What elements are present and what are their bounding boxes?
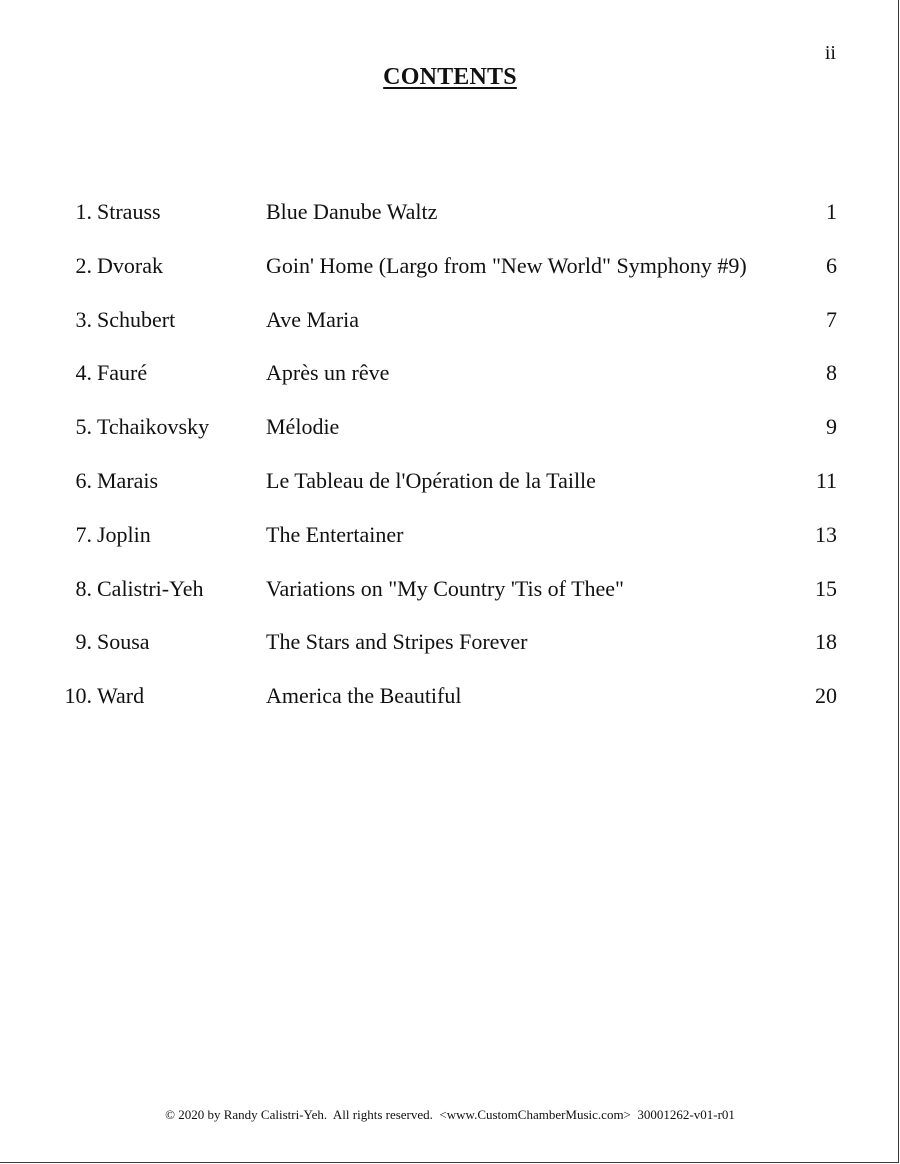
toc-entry: [0, 626, 900, 680]
footer-catalog-number: 30001262-v01-r01: [637, 1107, 735, 1122]
table-of-contents: [0, 196, 900, 734]
toc-entry-page: 6: [826, 252, 837, 278]
toc-entry: [0, 519, 900, 573]
toc-entry-composer: Sousa: [97, 629, 150, 655]
toc-entry-composer: Schubert: [97, 306, 176, 332]
toc-entry-number: 2.: [75, 252, 92, 278]
footer-website: <www.CustomChamberMusic.com>: [439, 1107, 631, 1122]
toc-entry-title: Ave Maria: [266, 306, 360, 332]
toc-entry-page: 20: [815, 683, 837, 709]
toc-entry-composer: Dvorak: [97, 252, 163, 278]
page-title: CONTENTS: [383, 64, 517, 90]
toc-entry-number: 1.: [75, 199, 92, 224]
toc-entry: [0, 573, 900, 627]
toc-entry-page: 1: [826, 199, 837, 224]
toc-entry-title: Variations on "My Country 'Tis of Thee": [266, 575, 625, 601]
toc-entry-composer: Joplin: [97, 521, 151, 547]
toc-entry-number: 3.: [75, 306, 92, 332]
toc-entry: [0, 411, 900, 465]
toc-entry: [0, 465, 900, 519]
toc-entry-composer: Calistri-Yeh: [97, 575, 204, 601]
toc-entry-composer: Ward: [97, 683, 145, 709]
toc-entry-title: Blue Danube Waltz: [266, 199, 438, 224]
toc-entry-title: America the Beautiful: [266, 683, 462, 709]
toc-entry: [0, 680, 900, 734]
toc-entry-page: 7: [826, 306, 837, 332]
toc-entry: [0, 357, 900, 411]
toc-entry-number: 8.: [75, 575, 92, 601]
toc-entry-page: 15: [815, 575, 837, 601]
toc-entry-title: Goin' Home (Largo from "New World" Symphony #9): [266, 252, 747, 278]
toc-entry-number: 5.: [75, 414, 92, 440]
toc-entry-number: 10.: [64, 683, 92, 709]
toc-entry-page: 11: [815, 467, 837, 493]
toc-entry: [0, 250, 900, 304]
toc-entry-number: 4.: [75, 360, 92, 386]
toc-entry: [0, 196, 900, 250]
toc-entry-page: 13: [815, 521, 837, 547]
toc-entry-composer: Fauré: [97, 360, 148, 386]
toc-entry-page: 18: [815, 629, 837, 655]
page-number: ii: [824, 42, 836, 64]
toc-entry-title: Mélodie: [266, 414, 340, 440]
toc-entry-title: Après un rêve: [266, 360, 390, 386]
footer-copyright: © 2020 by Randy Calistri-Yeh. All rights reserved.: [165, 1107, 433, 1122]
toc-entry-composer: Marais: [97, 467, 159, 493]
toc-entry: [0, 304, 900, 358]
toc-entry-title: The Entertainer: [266, 521, 404, 547]
toc-entry-number: 6.: [75, 467, 92, 493]
toc-entry-title: The Stars and Stripes Forever: [266, 629, 528, 655]
toc-entry-composer: Strauss: [97, 199, 161, 224]
toc-entry-title: Le Tableau de l'Opération de la Taille: [266, 467, 596, 493]
toc-entry-number: 9.: [75, 629, 92, 655]
toc-entry-page: 8: [826, 360, 837, 386]
footer: [0, 1107, 900, 1123]
toc-entry-number: 7.: [75, 521, 92, 547]
toc-entry-composer: Tchaikovsky: [97, 414, 210, 440]
toc-entry-page: 9: [826, 414, 837, 440]
